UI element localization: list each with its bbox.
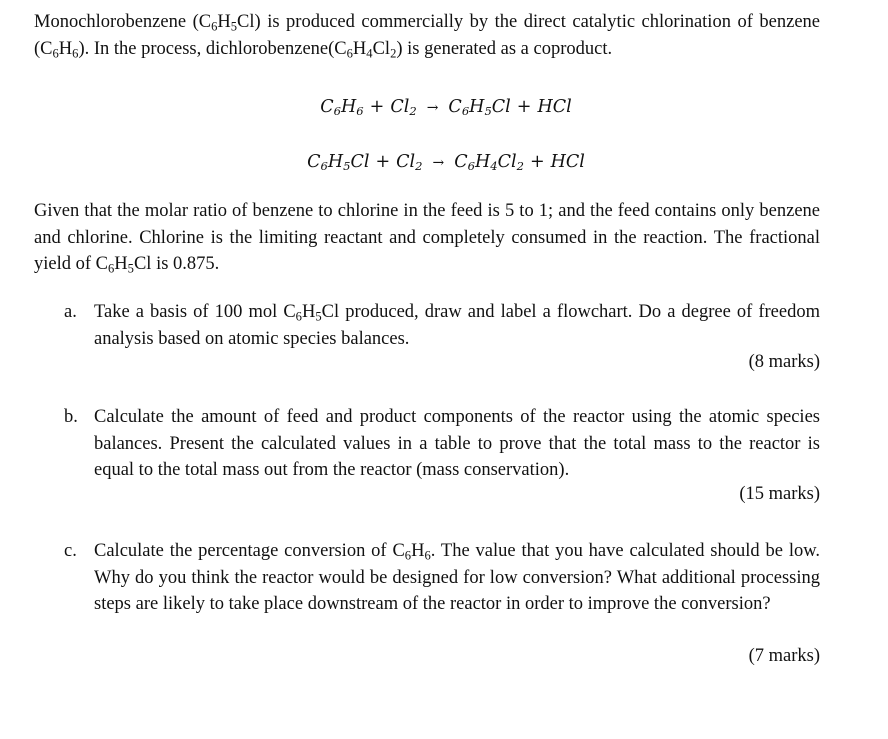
plus-sign: +: [529, 152, 545, 172]
subscript: 4: [366, 46, 373, 61]
formula-part: HCl: [537, 97, 572, 117]
subscript: 2: [390, 46, 397, 61]
subscript: 6: [356, 104, 364, 119]
intro-text: Cl) is produced commercially by the direct catalytic chlorination of benzene (C: [34, 12, 820, 59]
given-paragraph: [34, 198, 820, 278]
formula-part: HCl: [550, 152, 585, 172]
marks-b: (15 marks): [739, 484, 820, 504]
subscript: 5: [315, 309, 322, 324]
intro-paragraph: [34, 9, 820, 62]
question-text: [94, 538, 820, 618]
formula-part: H: [341, 97, 357, 117]
subscript: 6: [424, 548, 431, 563]
subscript: 6: [467, 159, 475, 174]
subscript: 6: [108, 261, 115, 276]
intro-text: Cl: [372, 38, 391, 59]
subscript: 5: [230, 19, 238, 34]
formula-part: Cl: [396, 152, 416, 172]
formula-part: H: [327, 152, 344, 172]
formula-part: Cl: [497, 152, 517, 172]
intro-text: Monochlorobenzene (C: [34, 12, 212, 32]
question-text: [94, 299, 820, 352]
formula-part: Cl: [491, 97, 511, 117]
given-text: Given that the molar ratio of benzene to chlorine in the feed is 5 to 1; and the feed contains only benzene and chlorine. Chlorine is the limiting reactant and completely consumed in the reaction. The fractional yield of C: [34, 201, 820, 274]
marks-a: (8 marks): [748, 352, 820, 372]
subscript: 6: [211, 19, 218, 34]
given-text: H: [114, 254, 128, 274]
reaction-equation-1: [0, 97, 888, 117]
subscript: 4: [490, 159, 498, 174]
reaction-equation-2: [0, 152, 888, 172]
question-text-part: . The value that you have calculated should be low. Why do you think the reactor would be designed for low conversion? What additional processing steps are likely to take place downstream of the reactor in order to improve the conversion?: [94, 541, 820, 614]
formula-part: H: [469, 97, 485, 117]
formula-part: H: [474, 152, 491, 172]
subscript: 6: [52, 46, 59, 61]
formula-part: C: [454, 152, 468, 172]
formula-part: C: [307, 152, 321, 172]
formula-part: C: [448, 97, 462, 117]
subscript: 6: [320, 159, 328, 174]
plus-sign: +: [375, 152, 391, 172]
subscript: 2: [415, 159, 423, 174]
plus-sign: +: [369, 97, 385, 117]
subscript: 6: [346, 46, 353, 61]
question-text-part: Take a basis of 100 mol C: [94, 302, 296, 322]
formula-part: Cl: [350, 152, 370, 172]
subscript: 6: [461, 104, 470, 119]
subscript: 6: [333, 104, 342, 119]
reaction-arrow: →: [432, 155, 445, 171]
subscript: 6: [404, 548, 412, 563]
subscript: 5: [343, 159, 351, 174]
subscript: 2: [409, 104, 417, 119]
question-text-part: H: [411, 541, 425, 561]
intro-text: ) is generated as a coproduct.: [396, 38, 613, 59]
question-text: Calculate the amount of feed and product components of the reactor using the atomic species balances. Present the calculated values in a table to prove that the total mass to the reactor is equal to the total mass out from the reactor (mass conservation).: [94, 407, 820, 480]
reaction-arrow: →: [426, 100, 439, 116]
formula-part: C: [320, 97, 334, 117]
question-text-part: H: [301, 302, 316, 322]
question-letter: b.: [64, 407, 78, 427]
intro-text: H: [58, 38, 73, 59]
plus-sign: +: [516, 97, 532, 117]
subscript: 6: [72, 46, 79, 61]
subscript: 5: [127, 261, 134, 276]
question-text-part: Cl produced, draw and label a flowchart. Do a degree of freedom analysis based on atomic species balances.: [94, 302, 820, 349]
intro-text: H: [217, 12, 231, 32]
given-text: Cl is 0.875.: [133, 254, 220, 274]
formula-part: Cl: [390, 97, 410, 117]
question-letter: a.: [64, 302, 77, 322]
subscript: 6: [295, 309, 302, 324]
subscript: 5: [484, 104, 492, 119]
intro-text: ). In the process, dichlorobenzene(C: [78, 38, 347, 59]
question-text-part: Calculate the percentage conversion of C: [94, 541, 405, 561]
intro-text: H: [352, 38, 367, 59]
subscript: 2: [516, 159, 524, 174]
marks-c: (7 marks): [748, 646, 820, 666]
question-letter: c.: [64, 541, 77, 561]
